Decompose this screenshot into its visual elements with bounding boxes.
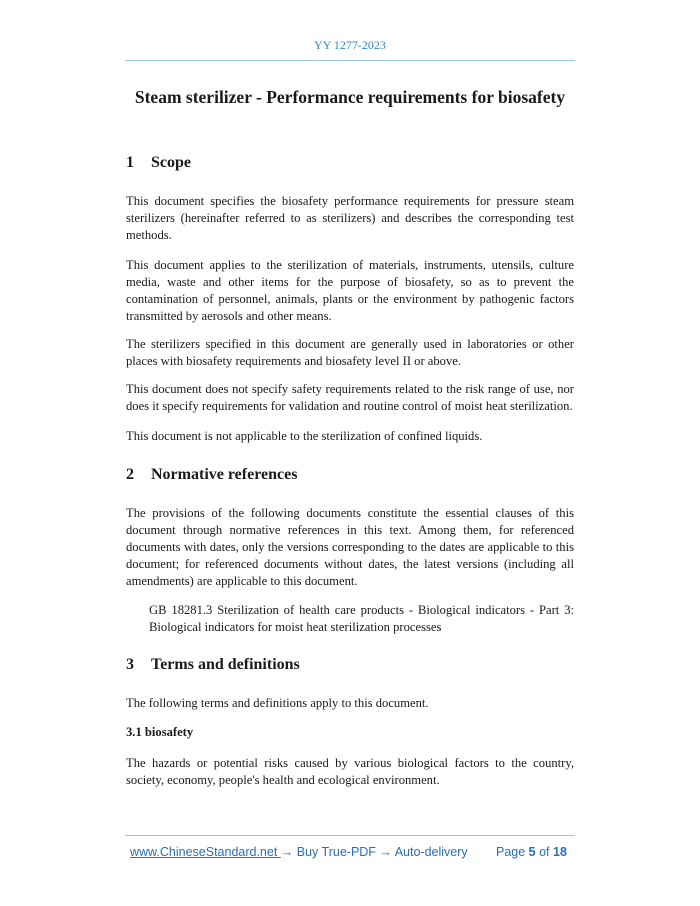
section-heading-terms-definitions	[126, 656, 300, 674]
arrow-right-icon: →	[379, 845, 392, 859]
page-of: of	[535, 845, 553, 859]
website-link[interactable]: www.ChineseStandard.net	[130, 845, 281, 859]
section-number: 1	[126, 154, 134, 171]
paragraph: This document is not applicable to the sterilization of confined liquids.	[126, 429, 483, 443]
section-heading-normative-references	[126, 466, 297, 484]
paragraph: This document does not specify safety requirements related to the risk range of use, nor does it specify requirements for validation and routine control of moist heat sterilization.	[126, 382, 574, 413]
page-total: 18	[553, 845, 567, 859]
page-label: Page	[496, 845, 529, 859]
standard-code-header: YY 1277-2023	[314, 38, 386, 52]
footer-divider	[125, 835, 575, 836]
footer-promo	[130, 845, 468, 859]
section-heading-scope	[126, 154, 191, 172]
paragraph: This document specifies the biosafety performance requirements for pressure steam sterilizers (hereinafter referred to as sterilizers) and describes the corresponding test methods.	[126, 194, 574, 242]
document-title: Steam sterilizer - Performance requirements for biosafety	[134, 87, 566, 107]
paragraph: The sterilizers specified in this document are generally used in laboratories or other places with biosafety requirements and biosafety level II or above.	[126, 337, 574, 368]
paragraph: This document applies to the sterilization of materials, instruments, utensils, culture media, waste and other items for the purpose of biosafety, so as to prevent the contamination of personnel, animals, plants or the environment by pathogenic factors transmitted by aerosols and other means.	[126, 258, 574, 323]
buy-text: Buy True-PDF	[293, 845, 380, 859]
header-divider	[125, 60, 575, 61]
normative-reference-item: GB 18281.3 Sterilization of health care products - Biological indicators - Part 3: Biological indicators for moist heat sterilization processes	[149, 603, 574, 634]
section-number: 3	[126, 656, 134, 673]
page-current: 5	[528, 845, 536, 859]
section-number: 2	[126, 466, 134, 483]
arrow-right-icon: →	[280, 845, 294, 859]
term-definition: The hazards or potential risks caused by various biological factors to the country, society, economy, people's health and ecological environment.	[126, 756, 574, 787]
section-title: Scope	[151, 154, 191, 171]
term-heading: 3.1 biosafety	[126, 725, 194, 739]
paragraph: The provisions of the following documents constitute the essential clauses of this document through normative references in this text. Among them, for referenced documents with dates, only the versions corresponding to the dates are applicable to this document; for referenced documents without dates, the latest versions (including all amendments) are applicable to this document.	[126, 506, 574, 588]
delivery-text: Auto-delivery	[391, 845, 468, 859]
section-title: Terms and definitions	[151, 656, 300, 673]
section-title: Normative references	[151, 466, 298, 483]
paragraph: The following terms and definitions apply to this document.	[126, 696, 429, 710]
page-indicator	[496, 845, 567, 859]
